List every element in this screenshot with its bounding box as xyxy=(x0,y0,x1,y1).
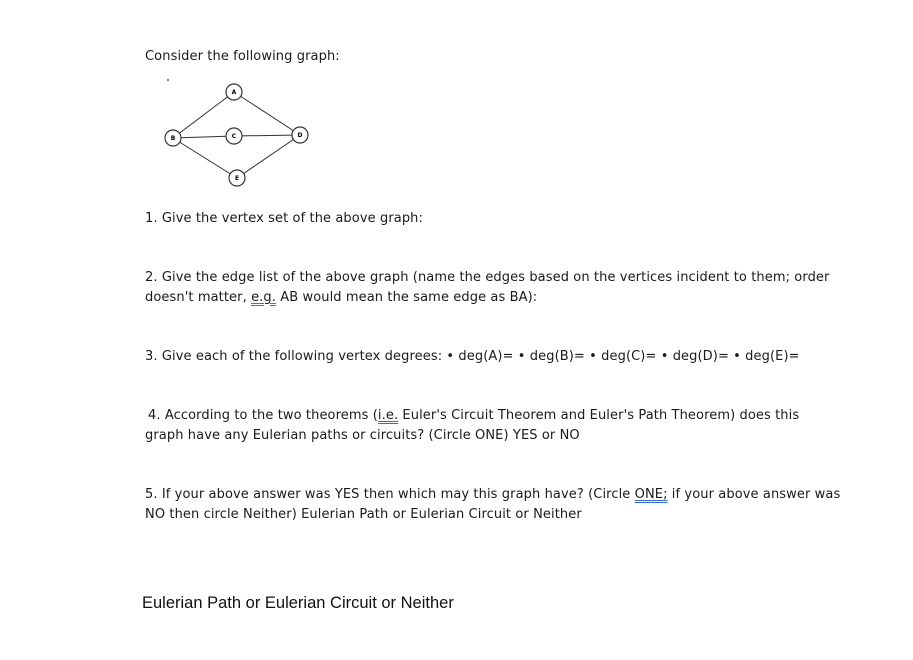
question-5 xyxy=(145,485,840,525)
node-label-e: E xyxy=(234,175,240,182)
question-4-line-1: 4. According to the two theorems (i.e. Euler's Circuit Theorem and Euler's Path Theorem) does this xyxy=(148,408,800,423)
eg-abbrev: e.g. xyxy=(251,290,276,305)
question-3: 3. Give each of the following vertex degrees: • deg(A)= • deg(B)= • deg(C)= • deg(D)= • deg(E)= xyxy=(145,349,800,364)
question-5-line-2: NO then circle Neither) Eulerian Path or Eulerian Circuit or Neither xyxy=(145,507,582,522)
question-4-line-2: graph have any Eulerian paths or circuits? (Circle ONE) YES or NO xyxy=(145,428,580,443)
edge-ad xyxy=(234,92,300,135)
intro-text: Consider the following graph: xyxy=(145,49,340,64)
edge-cd xyxy=(234,135,300,136)
question-5-line-1: 5. If your above answer was YES then which may this graph have? (Circle ONE; if your above answer was xyxy=(145,487,841,502)
graph-figure xyxy=(150,72,320,192)
node-b xyxy=(165,130,181,146)
node-c xyxy=(226,128,242,144)
node-label-b: B xyxy=(170,135,176,142)
node-d xyxy=(292,127,308,143)
question-2-line-2: doesn't matter, e.g. AB would mean the same edge as BA): xyxy=(145,290,538,305)
question-4 xyxy=(145,406,799,446)
ie-abbrev: i.e. xyxy=(377,408,399,423)
question-2-line-1: 2. Give the edge list of the above graph (name the edges based on the vertices incident to them; order xyxy=(145,270,830,285)
node-label-a: A xyxy=(231,89,237,96)
question-1: 1. Give the vertex set of the above graph: xyxy=(145,211,423,226)
node-label-d: D xyxy=(297,132,303,139)
node-a xyxy=(226,84,242,100)
edge-bc xyxy=(173,136,234,138)
edge-de xyxy=(237,135,300,178)
one-emphasis: ONE; xyxy=(634,487,668,502)
node-label-c: C xyxy=(231,133,237,140)
edge-be xyxy=(173,138,237,178)
answer-text: Eulerian Path or Eulerian Circuit or Neither xyxy=(142,594,454,612)
edge-ab xyxy=(173,92,234,138)
node-e xyxy=(229,170,245,186)
question-2 xyxy=(145,268,829,308)
